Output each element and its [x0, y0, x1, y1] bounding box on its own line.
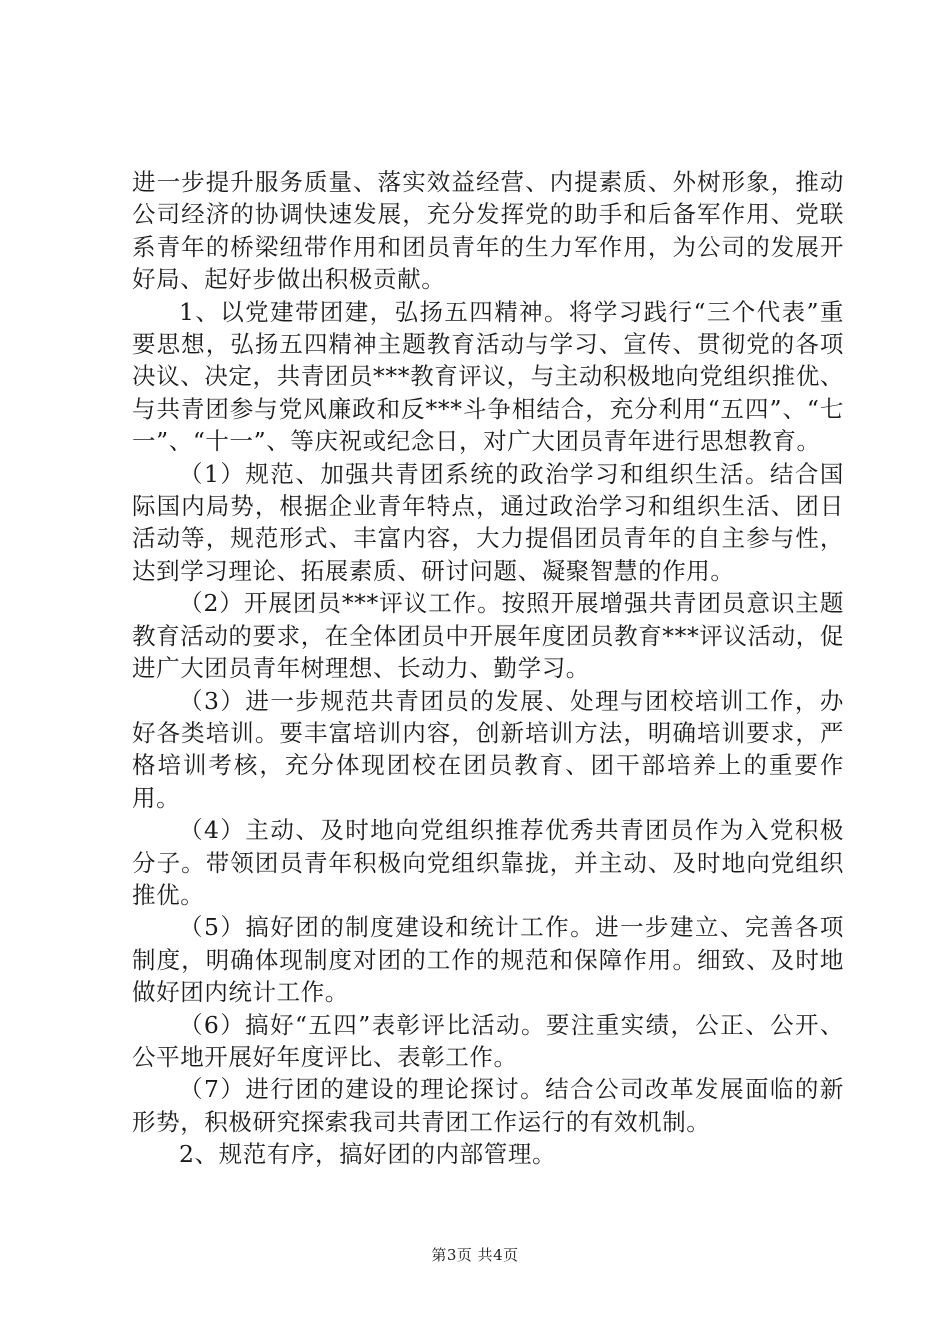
paragraph-intro: 进一步提升服务质量、落实效益经营、内提素质、外树形象，推动公司经济的协调快速发展，充分发挥党的助手和后备军作用、党联系青年的桥梁纽带作用和团员青年的生力军作用，为公司的发展开好局、起好步做出积极贡献。	[132, 168, 844, 294]
paragraph-item-2: 2、规范有序，搞好团的内部管理。	[179, 1140, 557, 1169]
paragraph-item-1: 1、以党建带团建，弘扬五四精神。将学习践行“三个代表”重要思想，弘扬五四精神主题教育活动与学习、宣传、贯彻党的各项决议、决定，共青团员***教育评议，与主动积极地向党组织推优、与共青团参与党风廉政和反***斗争相结合，充分利用“五四”、“七一”、“十一”、等庆祝或纪念日，对广大团员青年进行思想教育。	[132, 297, 844, 456]
paragraph-subitem-7: （7）进行团的建设的理论探讨。结合公司改革发展面临的新形势，积极研究探索我司共青团工作运行的有效机制。	[132, 1075, 844, 1136]
page-footer	[0, 1244, 950, 1265]
paragraph-subitem-2: （2）开展团员***评议工作。按照开展增强共青团员意识主题教育活动的要求，在全体团员中开展年度团员教育***评议活动，促进广大团员青年树理想、长动力、勤学习。	[132, 589, 844, 683]
paragraph-subitem-6: （6）搞好“五四”表彰评比活动。要注重实绩，公正、公开、公平地开展好年度评比、表彰工作。	[132, 1010, 844, 1071]
paragraph-subitem-1: （1）规范、加强共青团系统的政治学习和组织生活。结合国际国内局势，根据企业青年特点，通过政治学习和组织生活、团日活动等，规范形式、丰富内容，大力提倡团员青年的自主参与性，达到学习理论、拓展素质、研讨问题、凝聚智慧的作用。	[132, 459, 844, 585]
document-body	[132, 166, 844, 1171]
paragraph-subitem-3: （3）进一步规范共青团员的发展、处理与团校培训工作，办好各类培训。要丰富培训内容，创新培训方法，明确培训要求，严格培训考核，充分体现团校在团员教育、团干部培养上的重要作用。	[132, 686, 844, 812]
paragraph-subitem-5: （5）搞好团的制度建设和统计工作。进一步建立、完善各项制度，明确体现制度对团的工作的规范和保障作用。细致、及时地做好团内统计工作。	[132, 913, 844, 1007]
page-number-label: 第3页 共4页	[431, 1246, 519, 1264]
paragraph-subitem-4: （4）主动、及时地向党组织推荐优秀共青团员作为入党积极分子。带领团员青年积极向党组织靠拢，并主动、及时地向党组织推优。	[132, 816, 844, 909]
